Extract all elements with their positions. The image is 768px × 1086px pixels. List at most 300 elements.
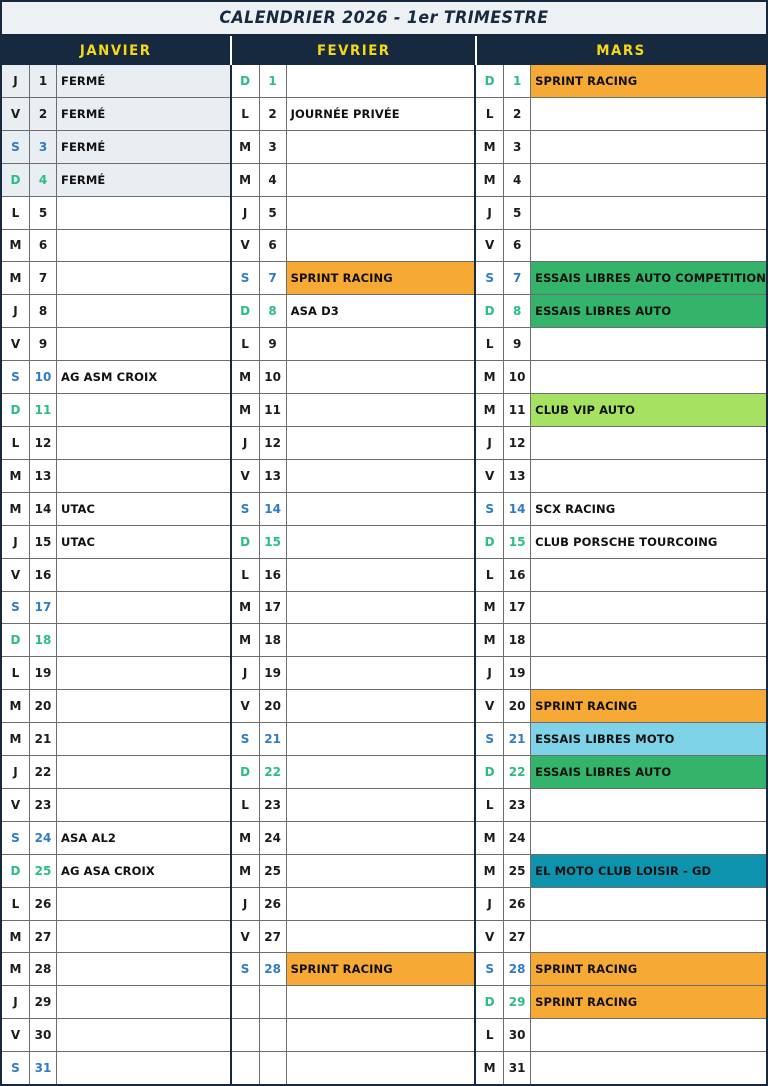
day-number-cell: 17 bbox=[30, 592, 57, 624]
event-cell[interactable] bbox=[57, 888, 230, 920]
day-row[interactable] bbox=[2, 855, 230, 888]
event-cell[interactable] bbox=[531, 624, 766, 656]
day-row[interactable] bbox=[232, 592, 475, 625]
day-row[interactable] bbox=[232, 230, 475, 263]
day-number-cell: 22 bbox=[260, 756, 287, 788]
day-of-week-cell: M bbox=[232, 855, 260, 887]
day-number-cell: 23 bbox=[504, 789, 531, 821]
event-cell[interactable] bbox=[57, 295, 230, 327]
day-row[interactable] bbox=[232, 1052, 475, 1084]
day-of-week-cell: D bbox=[476, 65, 504, 97]
day-number-cell: 7 bbox=[260, 262, 287, 294]
event-cell[interactable]: ESSAIS LIBRES AUTO bbox=[531, 756, 766, 788]
months-grid bbox=[2, 65, 766, 1084]
day-of-week-cell: M bbox=[232, 624, 260, 656]
event-cell[interactable] bbox=[531, 559, 766, 591]
event-cell[interactable]: ESSAIS LIBRES AUTO bbox=[531, 295, 766, 327]
day-row[interactable] bbox=[476, 559, 766, 592]
event-cell[interactable]: SPRINT RACING bbox=[287, 262, 475, 294]
day-number-cell: 9 bbox=[260, 328, 287, 360]
day-row[interactable] bbox=[232, 723, 475, 756]
day-number-cell: 29 bbox=[30, 986, 57, 1018]
day-of-week-cell bbox=[232, 1052, 260, 1084]
day-row[interactable] bbox=[476, 526, 766, 559]
event-cell[interactable]: SPRINT RACING bbox=[531, 690, 766, 722]
day-of-week-cell bbox=[232, 986, 260, 1018]
event-cell[interactable] bbox=[531, 230, 766, 262]
event-cell[interactable] bbox=[57, 921, 230, 953]
day-of-week-cell: M bbox=[476, 1052, 504, 1084]
day-of-week-cell: V bbox=[476, 460, 504, 492]
day-of-week-cell: L bbox=[232, 789, 260, 821]
event-cell[interactable] bbox=[287, 756, 475, 788]
day-row[interactable] bbox=[2, 361, 230, 394]
day-row[interactable] bbox=[476, 888, 766, 921]
day-number-cell: 25 bbox=[504, 855, 531, 887]
day-of-week-cell: V bbox=[2, 559, 30, 591]
day-row[interactable] bbox=[232, 394, 475, 427]
day-number-cell: 30 bbox=[504, 1019, 531, 1051]
day-number-cell: 17 bbox=[504, 592, 531, 624]
day-row[interactable] bbox=[476, 953, 766, 986]
day-row[interactable] bbox=[232, 197, 475, 230]
day-number-cell: 18 bbox=[504, 624, 531, 656]
day-row[interactable] bbox=[2, 1052, 230, 1084]
day-row[interactable] bbox=[232, 361, 475, 394]
event-cell[interactable] bbox=[287, 131, 475, 163]
day-number-cell: 2 bbox=[30, 98, 57, 130]
event-cell[interactable] bbox=[287, 723, 475, 755]
event-cell[interactable] bbox=[57, 328, 230, 360]
day-number-cell: 21 bbox=[260, 723, 287, 755]
day-number-cell: 5 bbox=[504, 197, 531, 229]
day-of-week-cell: L bbox=[232, 328, 260, 360]
event-cell[interactable] bbox=[57, 559, 230, 591]
day-of-week-cell: S bbox=[2, 592, 30, 624]
day-row[interactable] bbox=[476, 230, 766, 263]
event-cell[interactable]: FERMÉ bbox=[57, 164, 230, 196]
day-number-cell: 16 bbox=[504, 559, 531, 591]
event-cell[interactable] bbox=[531, 328, 766, 360]
event-cell[interactable]: SPRINT RACING bbox=[287, 953, 475, 985]
day-row[interactable] bbox=[2, 460, 230, 493]
day-row[interactable] bbox=[2, 953, 230, 986]
day-row[interactable] bbox=[2, 131, 230, 164]
event-cell[interactable] bbox=[57, 262, 230, 294]
day-of-week-cell: L bbox=[476, 328, 504, 360]
day-row[interactable] bbox=[476, 197, 766, 230]
month-header-fevrier bbox=[232, 36, 477, 65]
day-row[interactable] bbox=[476, 921, 766, 954]
day-row[interactable] bbox=[2, 295, 230, 328]
event-cell[interactable] bbox=[531, 98, 766, 130]
event-cell[interactable]: AG ASM CROIX bbox=[61, 370, 158, 385]
day-of-week-cell: S bbox=[476, 953, 504, 985]
day-of-week-cell: V bbox=[232, 230, 260, 262]
event-cell[interactable] bbox=[287, 230, 475, 262]
event-cell[interactable] bbox=[531, 592, 766, 624]
day-row[interactable] bbox=[232, 460, 475, 493]
day-number-cell: 16 bbox=[30, 559, 57, 591]
day-row[interactable] bbox=[476, 1052, 766, 1084]
event-cell[interactable]: UTAC bbox=[61, 534, 96, 549]
event-cell[interactable] bbox=[287, 690, 475, 722]
day-row[interactable] bbox=[232, 1019, 475, 1052]
day-number-cell: 28 bbox=[30, 953, 57, 985]
event-cell[interactable]: ASA AL2 bbox=[61, 830, 117, 845]
day-row[interactable] bbox=[2, 65, 230, 98]
month-header-mars bbox=[477, 36, 766, 65]
day-row[interactable] bbox=[476, 592, 766, 625]
event-cell[interactable] bbox=[57, 789, 230, 821]
day-row[interactable] bbox=[2, 822, 230, 855]
day-row[interactable] bbox=[232, 262, 475, 295]
day-of-week-cell: J bbox=[476, 197, 504, 229]
day-number-cell: 24 bbox=[504, 822, 531, 854]
day-of-week-cell: M bbox=[476, 822, 504, 854]
event-cell[interactable]: SPRINT RACING bbox=[531, 986, 766, 1018]
day-of-week-cell: J bbox=[2, 986, 30, 1018]
day-number-cell: 15 bbox=[260, 526, 287, 558]
day-number-cell: 31 bbox=[504, 1052, 531, 1084]
day-of-week-cell: M bbox=[476, 592, 504, 624]
day-row[interactable] bbox=[232, 131, 475, 164]
event-cell[interactable] bbox=[57, 986, 230, 1018]
day-number-cell: 1 bbox=[260, 65, 287, 97]
event-cell[interactable]: SCX RACING bbox=[535, 501, 616, 516]
day-row[interactable] bbox=[476, 98, 766, 131]
event-cell[interactable] bbox=[57, 1019, 230, 1051]
event-cell[interactable]: CLUB PORSCHE TOURCOING bbox=[535, 534, 718, 549]
event-cell[interactable] bbox=[57, 460, 230, 492]
day-row[interactable] bbox=[476, 295, 766, 328]
day-of-week-cell: M bbox=[476, 131, 504, 163]
day-of-week-cell: M bbox=[232, 164, 260, 196]
event-cell[interactable] bbox=[531, 1052, 766, 1084]
event-cell[interactable]: SPRINT RACING bbox=[531, 65, 766, 97]
event-cell[interactable] bbox=[57, 723, 230, 755]
event-cell[interactable] bbox=[287, 460, 475, 492]
day-number-cell: 19 bbox=[504, 657, 531, 689]
event-cell[interactable] bbox=[57, 427, 230, 459]
event-cell[interactable] bbox=[531, 361, 766, 393]
day-of-week-cell: S bbox=[232, 262, 260, 294]
day-number-cell: 10 bbox=[260, 361, 287, 393]
day-row[interactable] bbox=[2, 197, 230, 230]
day-row[interactable] bbox=[2, 723, 230, 756]
event-cell[interactable] bbox=[531, 164, 766, 196]
day-number-cell: 3 bbox=[504, 131, 531, 163]
day-row[interactable] bbox=[476, 690, 766, 723]
day-of-week-cell: D bbox=[2, 855, 30, 887]
day-row[interactable] bbox=[232, 164, 475, 197]
day-number-cell: 25 bbox=[260, 855, 287, 887]
day-of-week-cell: M bbox=[2, 690, 30, 722]
day-row[interactable] bbox=[476, 855, 766, 888]
event-cell[interactable] bbox=[287, 493, 475, 525]
day-number-cell: 26 bbox=[30, 888, 57, 920]
event-cell[interactable] bbox=[531, 822, 766, 854]
day-row[interactable] bbox=[232, 789, 475, 822]
day-number-cell: 23 bbox=[30, 789, 57, 821]
event-cell[interactable] bbox=[287, 197, 475, 229]
day-number-cell: 28 bbox=[260, 953, 287, 985]
day-row[interactable] bbox=[476, 394, 766, 427]
day-number-cell: 6 bbox=[260, 230, 287, 262]
day-row[interactable] bbox=[232, 921, 475, 954]
event-cell[interactable] bbox=[57, 953, 230, 985]
day-row[interactable] bbox=[232, 624, 475, 657]
day-number-cell: 22 bbox=[504, 756, 531, 788]
day-number-cell: 18 bbox=[260, 624, 287, 656]
day-row[interactable] bbox=[232, 855, 475, 888]
event-cell[interactable]: EL MOTO CLUB LOISIR - GD bbox=[531, 855, 766, 887]
day-of-week-cell: D bbox=[2, 624, 30, 656]
day-of-week-cell: M bbox=[476, 164, 504, 196]
day-number-cell: 2 bbox=[504, 98, 531, 130]
event-cell[interactable] bbox=[57, 230, 230, 262]
day-number-cell: 26 bbox=[260, 888, 287, 920]
event-cell[interactable] bbox=[531, 197, 766, 229]
day-of-week-cell: J bbox=[2, 526, 30, 558]
day-row[interactable] bbox=[232, 98, 475, 131]
event-cell[interactable] bbox=[287, 164, 475, 196]
event-cell[interactable] bbox=[57, 624, 230, 656]
day-number-cell: 12 bbox=[30, 427, 57, 459]
day-row[interactable] bbox=[232, 888, 475, 921]
day-row[interactable] bbox=[476, 493, 766, 526]
day-row[interactable] bbox=[476, 65, 766, 98]
event-cell[interactable] bbox=[531, 1019, 766, 1051]
day-of-week-cell: L bbox=[2, 427, 30, 459]
day-row[interactable] bbox=[232, 953, 475, 986]
event-cell[interactable] bbox=[531, 427, 766, 459]
day-of-week-cell: M bbox=[476, 361, 504, 393]
day-of-week-cell: M bbox=[232, 822, 260, 854]
day-of-week-cell: D bbox=[2, 164, 30, 196]
day-row[interactable] bbox=[232, 986, 475, 1019]
day-number-cell: 24 bbox=[260, 822, 287, 854]
event-cell[interactable] bbox=[57, 592, 230, 624]
event-cell[interactable]: ASA D3 bbox=[290, 304, 339, 319]
event-cell[interactable] bbox=[57, 197, 230, 229]
month-header-row bbox=[2, 36, 766, 65]
day-row[interactable] bbox=[232, 690, 475, 723]
event-cell[interactable] bbox=[287, 657, 475, 689]
event-cell[interactable] bbox=[287, 394, 475, 426]
day-number-cell: 13 bbox=[30, 460, 57, 492]
day-row[interactable] bbox=[476, 723, 766, 756]
day-number-cell: 29 bbox=[504, 986, 531, 1018]
day-row[interactable] bbox=[476, 657, 766, 690]
event-cell[interactable] bbox=[287, 526, 475, 558]
day-number-cell: 24 bbox=[30, 822, 57, 854]
day-row[interactable] bbox=[2, 921, 230, 954]
event-cell[interactable] bbox=[287, 888, 475, 920]
event-cell[interactable] bbox=[287, 361, 475, 393]
event-cell[interactable] bbox=[531, 921, 766, 953]
day-row[interactable] bbox=[2, 526, 230, 559]
day-number-cell: 22 bbox=[30, 756, 57, 788]
day-row[interactable] bbox=[476, 756, 766, 789]
event-cell[interactable] bbox=[531, 460, 766, 492]
day-of-week-cell: M bbox=[2, 723, 30, 755]
month-column-mars bbox=[476, 65, 766, 1084]
day-row[interactable] bbox=[476, 361, 766, 394]
day-of-week-cell: J bbox=[232, 197, 260, 229]
day-number-cell: 21 bbox=[30, 723, 57, 755]
event-cell[interactable] bbox=[531, 888, 766, 920]
event-cell[interactable] bbox=[287, 789, 475, 821]
day-row[interactable] bbox=[476, 427, 766, 460]
day-row[interactable] bbox=[476, 986, 766, 1019]
day-number-cell: 19 bbox=[30, 657, 57, 689]
day-number-cell bbox=[260, 1052, 287, 1084]
event-cell[interactable] bbox=[287, 855, 475, 887]
event-cell[interactable] bbox=[287, 592, 475, 624]
day-number-cell: 30 bbox=[30, 1019, 57, 1051]
day-row[interactable] bbox=[2, 624, 230, 657]
day-number-cell: 27 bbox=[30, 921, 57, 953]
day-of-week-cell: V bbox=[2, 98, 30, 130]
day-of-week-cell: J bbox=[2, 756, 30, 788]
event-cell[interactable]: CLUB VIP AUTO bbox=[531, 394, 766, 426]
event-cell[interactable] bbox=[287, 1019, 475, 1051]
day-row[interactable] bbox=[476, 131, 766, 164]
day-number-cell: 15 bbox=[30, 526, 57, 558]
day-number-cell: 12 bbox=[504, 427, 531, 459]
event-cell[interactable] bbox=[287, 624, 475, 656]
day-row[interactable] bbox=[2, 394, 230, 427]
day-row[interactable] bbox=[476, 1019, 766, 1052]
day-row[interactable] bbox=[2, 690, 230, 723]
event-cell[interactable] bbox=[531, 131, 766, 163]
event-cell[interactable] bbox=[57, 690, 230, 722]
event-cell[interactable] bbox=[287, 65, 475, 97]
day-row[interactable] bbox=[476, 822, 766, 855]
event-cell[interactable] bbox=[531, 657, 766, 689]
event-cell[interactable] bbox=[287, 986, 475, 1018]
day-number-cell: 2 bbox=[260, 98, 287, 130]
day-of-week-cell: L bbox=[2, 657, 30, 689]
day-row[interactable] bbox=[2, 262, 230, 295]
day-row[interactable] bbox=[2, 427, 230, 460]
event-cell[interactable] bbox=[57, 1052, 230, 1084]
day-row[interactable] bbox=[476, 262, 766, 295]
day-row[interactable] bbox=[232, 493, 475, 526]
event-cell[interactable] bbox=[287, 559, 475, 591]
event-cell[interactable] bbox=[531, 789, 766, 821]
day-row[interactable] bbox=[232, 756, 475, 789]
day-row[interactable] bbox=[232, 295, 475, 328]
day-row[interactable] bbox=[232, 65, 475, 98]
day-row[interactable] bbox=[476, 328, 766, 361]
day-row[interactable] bbox=[232, 328, 475, 361]
event-cell[interactable] bbox=[57, 394, 230, 426]
month-header-label: MARS bbox=[596, 42, 647, 59]
day-number-cell: 8 bbox=[260, 295, 287, 327]
day-number-cell: 15 bbox=[504, 526, 531, 558]
day-number-cell: 19 bbox=[260, 657, 287, 689]
day-row[interactable] bbox=[2, 328, 230, 361]
event-cell[interactable]: JOURNÉE PRIVÉE bbox=[290, 106, 400, 121]
day-of-week-cell: V bbox=[476, 921, 504, 953]
day-number-cell: 7 bbox=[504, 262, 531, 294]
day-row[interactable] bbox=[2, 756, 230, 789]
day-of-week-cell: V bbox=[232, 921, 260, 953]
event-cell[interactable] bbox=[287, 921, 475, 953]
day-row[interactable] bbox=[2, 230, 230, 263]
day-of-week-cell: D bbox=[232, 526, 260, 558]
day-row[interactable] bbox=[2, 888, 230, 921]
event-cell[interactable]: FERMÉ bbox=[57, 98, 230, 130]
day-row[interactable] bbox=[2, 493, 230, 526]
event-cell[interactable]: UTAC bbox=[61, 501, 96, 516]
day-number-cell: 25 bbox=[30, 855, 57, 887]
day-number-cell: 21 bbox=[504, 723, 531, 755]
event-cell[interactable] bbox=[287, 822, 475, 854]
day-row[interactable] bbox=[232, 559, 475, 592]
event-cell[interactable]: ESSAIS LIBRES MOTO bbox=[531, 723, 766, 755]
day-row[interactable] bbox=[232, 427, 475, 460]
event-cell[interactable] bbox=[57, 657, 230, 689]
day-row[interactable] bbox=[476, 164, 766, 197]
day-row[interactable] bbox=[2, 98, 230, 131]
day-number-cell: 5 bbox=[30, 197, 57, 229]
day-of-week-cell: D bbox=[476, 295, 504, 327]
event-cell[interactable] bbox=[287, 427, 475, 459]
day-of-week-cell: M bbox=[2, 921, 30, 953]
day-number-cell: 9 bbox=[504, 328, 531, 360]
day-row[interactable] bbox=[2, 657, 230, 690]
day-number-cell: 13 bbox=[260, 460, 287, 492]
day-row[interactable] bbox=[2, 592, 230, 625]
day-row[interactable] bbox=[232, 657, 475, 690]
event-cell[interactable]: ESSAIS LIBRES AUTO COMPETITION bbox=[531, 262, 766, 294]
day-of-week-cell: S bbox=[476, 262, 504, 294]
event-cell[interactable]: FERMÉ bbox=[57, 131, 230, 163]
day-of-week-cell: S bbox=[476, 493, 504, 525]
day-of-week-cell: V bbox=[476, 690, 504, 722]
day-row[interactable] bbox=[2, 559, 230, 592]
event-cell[interactable] bbox=[57, 756, 230, 788]
day-row[interactable] bbox=[476, 789, 766, 822]
day-row[interactable] bbox=[2, 986, 230, 1019]
event-cell[interactable] bbox=[287, 1052, 475, 1084]
day-number-cell: 18 bbox=[30, 624, 57, 656]
day-of-week-cell: M bbox=[476, 394, 504, 426]
day-row[interactable] bbox=[2, 789, 230, 822]
day-of-week-cell: S bbox=[232, 723, 260, 755]
day-number-cell: 13 bbox=[504, 460, 531, 492]
event-cell[interactable]: SPRINT RACING bbox=[531, 953, 766, 985]
day-row[interactable] bbox=[2, 1019, 230, 1052]
day-of-week-cell: D bbox=[476, 526, 504, 558]
event-cell[interactable]: AG ASA CROIX bbox=[61, 863, 155, 878]
day-row[interactable] bbox=[2, 164, 230, 197]
day-row[interactable] bbox=[476, 460, 766, 493]
day-row[interactable] bbox=[232, 822, 475, 855]
day-row[interactable] bbox=[476, 624, 766, 657]
event-cell[interactable]: FERMÉ bbox=[57, 65, 230, 97]
day-number-cell: 11 bbox=[30, 394, 57, 426]
day-row[interactable] bbox=[232, 526, 475, 559]
event-cell[interactable] bbox=[287, 328, 475, 360]
day-of-week-cell: M bbox=[232, 592, 260, 624]
day-number-cell: 8 bbox=[504, 295, 531, 327]
day-of-week-cell: D bbox=[476, 756, 504, 788]
day-of-week-cell: L bbox=[232, 98, 260, 130]
